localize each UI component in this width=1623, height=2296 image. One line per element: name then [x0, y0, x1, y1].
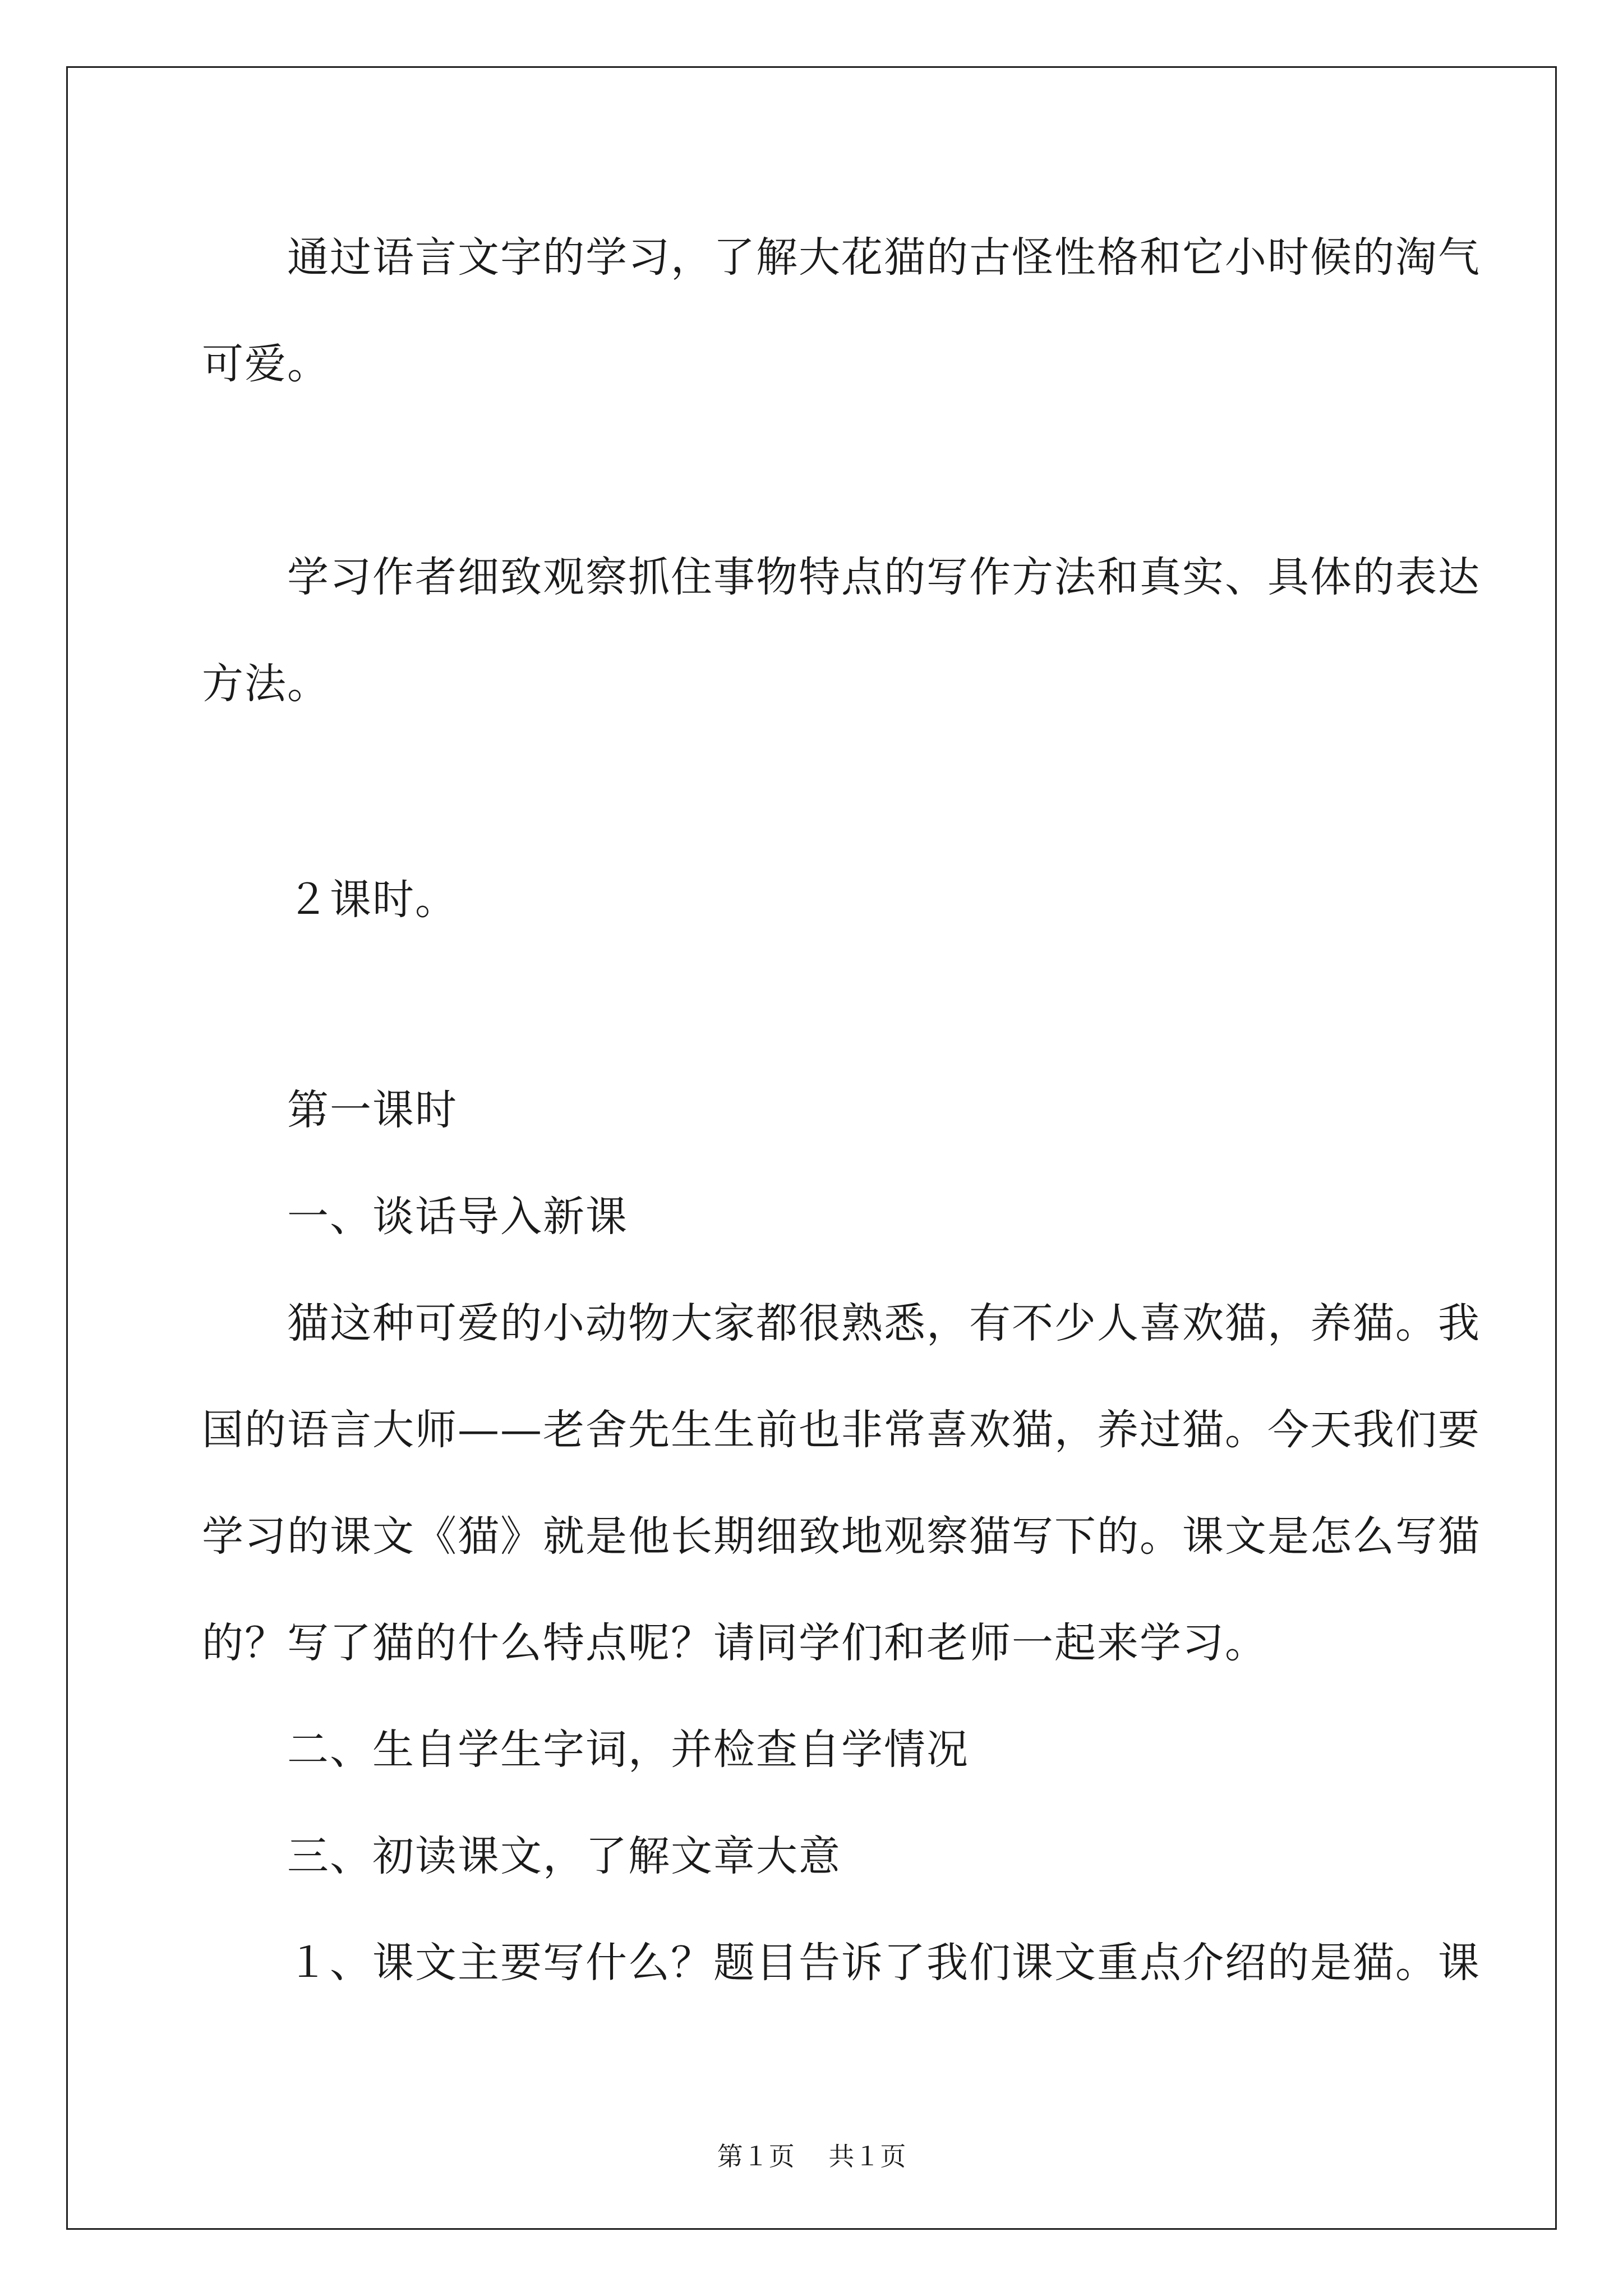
page-border: [66, 66, 1557, 2230]
text-line: 的？写了猫的什么特点呢？请同学们和老师一起来学习。: [202, 1619, 1267, 1667]
text-line: 一、谈话导入新课: [202, 1193, 628, 1241]
text-line: 三、初读课文，了解文章大意: [202, 1832, 841, 1880]
text-line: 国的语言大师——老舍先生生前也非常喜欢猫，养过猫。今天我们要: [202, 1406, 1481, 1454]
text-line: １、课文主要写什么？题目告诉了我们课文重点介绍的是猫。课: [202, 1939, 1481, 1987]
page-number-total: 共１页: [828, 2141, 906, 2171]
text-line: 学习作者细致观察抓住事物特点的写作方法和真实、具体的表达: [202, 553, 1481, 601]
page-number-current: 第１页: [717, 2141, 795, 2171]
text-line: 方法。: [202, 660, 330, 708]
text-line: ２课时。: [202, 876, 458, 924]
text-line: 二、生自学生字词，并检查自学情况: [202, 1726, 969, 1774]
text-line: 猫这种可爱的小动物大家都很熟悉，有不少人喜欢猫，养猫。我: [202, 1299, 1481, 1347]
text-line: 第一课时: [202, 1086, 458, 1134]
text-line: 可爱。: [202, 340, 330, 388]
page-footer: [0, 2136, 1623, 2173]
text-line: 通过语言文字的学习，了解大花猫的古怪性格和它小时候的淘气: [202, 233, 1481, 282]
text-line: 学习的课文《猫》就是他长期细致地观察猫写下的。课文是怎么写猫: [202, 1512, 1481, 1561]
